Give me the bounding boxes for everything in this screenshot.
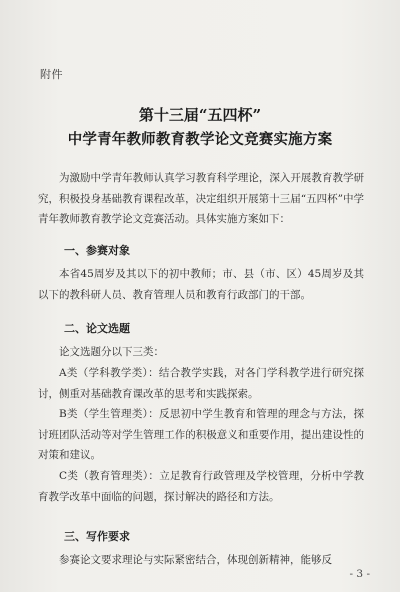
intro-paragraph: 为激励中学青年教师认真学习教育科学理论，深入开展教育教学研究，积极投身基础教育课程改革，决定组织开展第十三届“五四杯”中学青年教师教育教学论文竞赛活动。具体实施方案如下： [38, 172, 364, 225]
section-heading-topics: 二、论文选题 [64, 322, 130, 335]
writing-paragraph: 参赛论文要求理论与实际紧密结合，体现创新精神，能够反 [59, 554, 332, 566]
topic-a-paragraph: A类（学科教学类）：结合教学实践，对各门学科教学进行研究探讨，侧重对基础教育课改革的思考和实践探索。 [38, 367, 364, 400]
section-heading-participants: 一、参赛对象 [64, 244, 130, 257]
topic-b-paragraph: B类（学生管理类）：反思初中学生教育和管理的理念与方法，探讨班团队活动等对学生管理工作的积极意义和重要作用，提出建设性的对策和建议。 [38, 408, 364, 461]
topic-c-paragraph: C类（教育管理类）：立足教育行政管理及学校管理，分析中学教育教学改革中面临的问题，探讨解决的路径和方法。 [38, 470, 364, 503]
topics-intro-paragraph: 论文选题分以下三类： [59, 346, 164, 358]
attachment-label: 附件 [40, 68, 63, 81]
section-heading-writing: 三、写作要求 [64, 530, 130, 543]
page-number: - 3 - [349, 568, 370, 580]
document-title-line-2: 中学青年教师教育教学论文竞赛实施方案 [67, 131, 333, 148]
document-title-line-1: 第十三届“五四杯” [138, 106, 262, 124]
participants-paragraph: 本省45周岁及其以下的初中教师；市、县（市、区）45周岁及其以下的教科研人员、教育管理人员和教育行政部门的干部。 [38, 268, 364, 301]
